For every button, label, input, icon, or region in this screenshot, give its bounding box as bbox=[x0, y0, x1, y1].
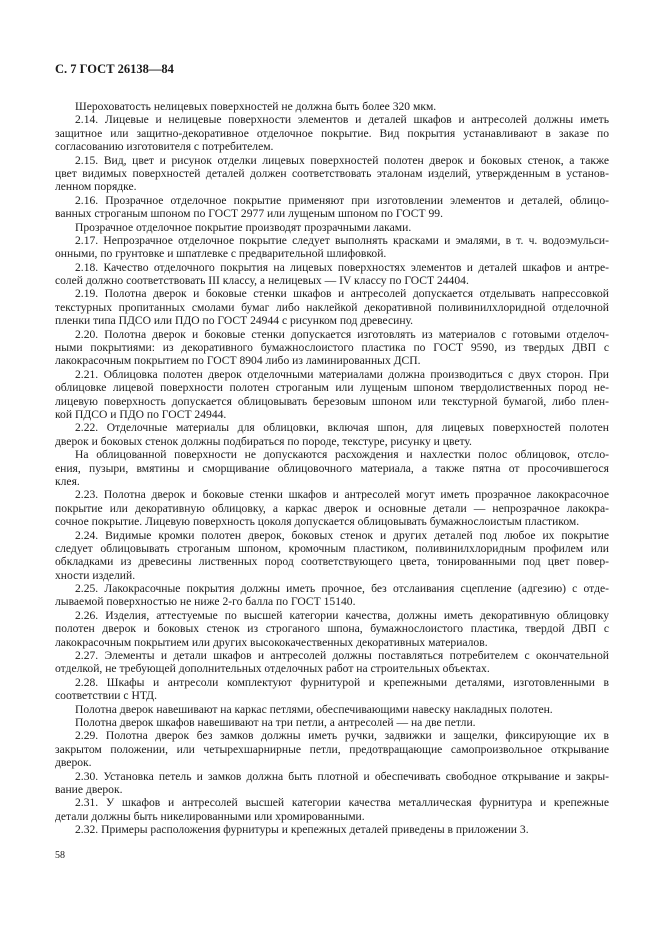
text-line: текстурных пропитанных смолами бумаг либо наклейкой декоративной поливинилхлоридной отделочной bbox=[55, 300, 609, 314]
text-line: согласованию изготовителя с потребителем. bbox=[55, 140, 274, 154]
text-line: Полотна дверок навешивают на каркас петлями, обеспечивающими навеску накладных полотен. bbox=[75, 702, 553, 716]
paragraph bbox=[55, 194, 609, 221]
text-line: закрытом положении, или четырехшарнирные петли, предотвращающие самопроизвольное открывание bbox=[55, 742, 609, 756]
text-line: ленном порядке. bbox=[55, 180, 137, 194]
text-line: 2.30. Установка петель и замков должна быть плотной и обеспечивать свободное открывание и закры- bbox=[75, 769, 609, 783]
text-line: дверок и боковых стенок должны подбираться по породе, текстуре, рисунку и цвету. bbox=[55, 434, 472, 448]
text-line: онными, по грунтовке и шпатлевке с предварительной шлифовкой. bbox=[55, 247, 387, 261]
paragraph bbox=[55, 261, 609, 288]
text-line: пленки типа ПДСО или ПДО по ГОСТ 24944 с рисунком под древесину. bbox=[55, 314, 414, 328]
text-line: 2.15. Вид, цвет и рисунок отделки лицевых поверхностей полотен дверок и боковых стенок, а также bbox=[75, 153, 609, 167]
paragraph bbox=[55, 770, 609, 797]
text-line: облицовке лицевой поверхности полотен строганым или лущеным шпоном твердолиственных пород не- bbox=[55, 381, 609, 395]
paragraph bbox=[55, 234, 609, 261]
paragraph bbox=[55, 649, 609, 676]
paragraph bbox=[55, 100, 609, 113]
text-line: кой ПДСО и ПДО по ГОСТ 24944. bbox=[55, 407, 227, 421]
text-line: 2.16. Прозрачное отделочное покрытие применяют при изготовлении элементов и деталей, облицо- bbox=[75, 193, 609, 207]
text-line: 2.25. Лакокрасочные покрытия должны иметь прочное, без отслаивания сцепление (адгезию) с отде- bbox=[75, 582, 609, 596]
text-line: 2.14. Лицевые и нелицевые поверхности элементов и деталей шкафов и антресолей должны иметь bbox=[75, 113, 609, 127]
paragraph bbox=[55, 287, 609, 327]
text-line: 2.29. Полотна дверок без замков должны иметь ручки, задвижки и защелки, фиксирующие их в bbox=[75, 729, 609, 743]
text-line: ения, пузыри, вмятины и сморщивание облицовочного материала, а также пятна от просочившегося bbox=[55, 461, 609, 475]
text-line: солей должно соответствовать III классу, а нелицевых — IV классу по ГОСТ 24404. bbox=[55, 274, 469, 288]
paragraph bbox=[55, 609, 609, 649]
document-body bbox=[55, 100, 609, 836]
text-line: покрытие или декоративную облицовку, а каркас дверок и основные детали — непрозрачное лакокра- bbox=[55, 501, 609, 515]
text-line: 2.21. Облицовка полотен дверок отделочными материалами должна производиться с двух сторон. При bbox=[75, 367, 609, 381]
text-line: лываемой поверхностью не ниже 2-го балла по ГОСТ 15140. bbox=[55, 595, 356, 609]
paragraph bbox=[55, 729, 609, 769]
paragraph bbox=[55, 488, 609, 528]
text-line: лицевую поверхность допускается облицовывать березовым шпоном или текстурной бумагой, либо плен- bbox=[55, 394, 609, 408]
text-line: сочное покрытие. Лицевую поверхность цоколя допускается облицовывать бумажнослоистым пластиком. bbox=[55, 515, 580, 529]
text-line: Прозрачное отделочное покрытие производят прозрачными лаками. bbox=[75, 220, 412, 234]
text-line: 2.26. Изделия, аттестуемые по высшей категории качества, должны иметь декоративную облицовку bbox=[75, 608, 609, 622]
text-line: следует облицовывать строганым шпоном, кромочным пластиком, поливинилхлоридным профилем или bbox=[55, 541, 609, 555]
text-line: защитное или защитно-декоративное отделочное покрытие. Вид покрытия устанавливают в заказе по bbox=[55, 126, 609, 140]
text-line: 2.27. Элементы и детали шкафов и антресолей должны поставляться потребителем с окончательной bbox=[75, 649, 609, 663]
text-line: ванных строганым шпоном по ГОСТ 2977 или лущеным шпоном по ГОСТ 99. bbox=[55, 207, 443, 221]
text-line: 2.18. Качество отделочного покрытия на лицевых поверхностях элементов и деталей шкафов и антре- bbox=[75, 260, 609, 274]
text-line: лакокрасочным покрытием или других высококачественных декоративных материалов. bbox=[55, 635, 488, 649]
page-number: 58 bbox=[55, 850, 65, 861]
text-line: 2.28. Шкафы и антресоли комплектуют фурнитурой и крепежными деталями, изготовленными в bbox=[75, 675, 609, 689]
text-line: ными покрытиями: из декоративного бумажнослоистого пластика по ГОСТ 9590, из твердых ДВП с bbox=[55, 341, 609, 355]
text-line: 2.22. Отделочные материалы для облицовки, включая шпон, для лицевых поверхностей полотен bbox=[75, 421, 609, 435]
text-line: 2.24. Видимые кромки полотен дверок, боковых стенок и других деталей под любое их покрытие bbox=[75, 528, 609, 542]
text-line: 2.23. Полотна дверок и боковые стенки шкафов и антресолей могут иметь прозрачное лакокрасочное bbox=[75, 488, 609, 502]
text-line: вание дверок. bbox=[55, 782, 123, 796]
text-line: 2.20. Полотна дверок и боковые стенки допускается изготовлять из материалов с готовыми отделоч- bbox=[75, 327, 609, 341]
paragraph bbox=[55, 221, 609, 234]
text-line: цвет видимых поверхностей деталей должен соответствовать эталонам изделий, утвержденным в установ- bbox=[55, 166, 609, 180]
text-line: детали должны быть никелированными или хромированными. bbox=[55, 809, 365, 823]
text-line: 2.19. Полотна дверок и боковые стенки шкафов и антресолей допускается отделывать напрессовкой bbox=[75, 287, 609, 301]
paragraph bbox=[55, 796, 609, 823]
paragraph bbox=[55, 113, 609, 153]
text-line: полотен дверок и боковых стенок из строганого шпона, бумажнослоистого пластика, твердой ДВП с bbox=[55, 622, 609, 636]
text-line: соответствии с НТД. bbox=[55, 689, 157, 703]
paragraph bbox=[55, 421, 609, 448]
text-line: Шероховатость нелицевых поверхностей не должна быть более 320 мкм. bbox=[75, 100, 437, 113]
paragraph bbox=[55, 703, 609, 716]
paragraph bbox=[55, 716, 609, 729]
text-line: лакокрасочным покрытием по ГОСТ 8904 либо из ламинированных ДСП. bbox=[55, 354, 421, 368]
paragraph bbox=[55, 529, 609, 583]
paragraph bbox=[55, 368, 609, 422]
page-header: С. 7 ГОСТ 26138—84 bbox=[55, 62, 174, 76]
paragraph bbox=[55, 823, 609, 836]
paragraph bbox=[55, 328, 609, 368]
paragraph bbox=[55, 676, 609, 703]
text-line: хности изделий. bbox=[55, 568, 136, 582]
text-line: 2.31. У шкафов и антресолей высшей категории качества металлическая фурнитура и крепежные bbox=[75, 796, 609, 810]
text-line: дверок. bbox=[55, 756, 92, 770]
paragraph bbox=[55, 448, 609, 488]
text-line: 2.17. Непрозрачное отделочное покрытие следует выполнять красками и эмалями, в т. ч. водоэмульси- bbox=[75, 233, 609, 247]
paragraph bbox=[55, 154, 609, 194]
text-line: клея. bbox=[55, 474, 80, 488]
paragraph bbox=[55, 582, 609, 609]
text-line: Полотна дверок шкафов навешивают на три петли, а антресолей — на две петли. bbox=[75, 715, 476, 729]
text-line: 2.32. Примеры расположения фурнитуры и крепежных деталей приведены в приложении 3. bbox=[75, 823, 529, 837]
text-line: На облицованной поверхности не допускаются расхождения и нахлестки полос облицовок, отсло- bbox=[75, 448, 609, 462]
text-line: отделкой, не требующей дополнительных отделочных работ на строительных объектах. bbox=[55, 662, 490, 676]
text-line: обкладками из древесины лиственных пород соответствующего цвета, тонированными под цвет повер- bbox=[55, 555, 609, 569]
